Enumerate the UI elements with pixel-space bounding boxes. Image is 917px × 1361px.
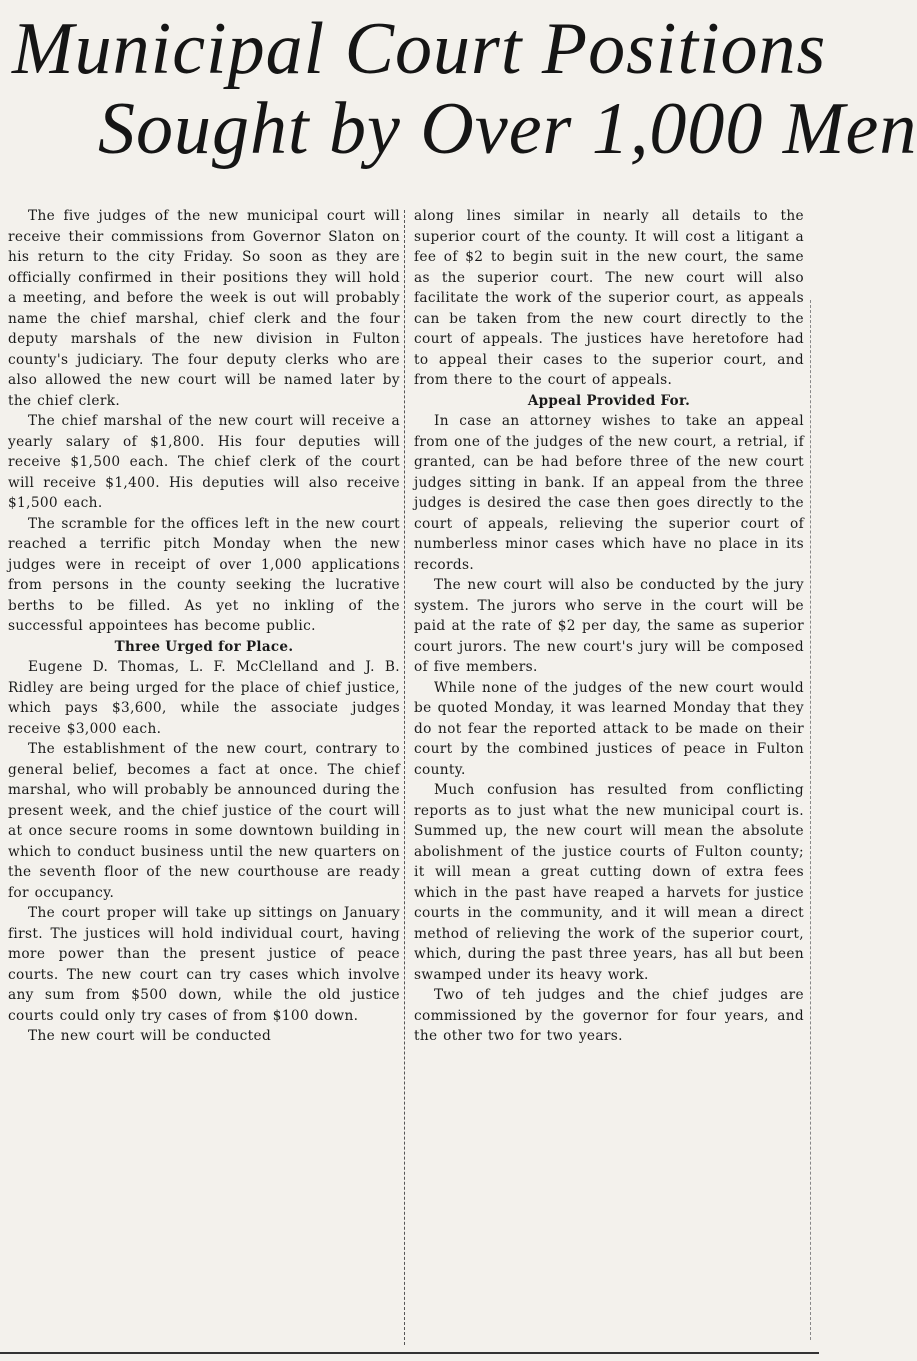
paragraph: The new court will also be conducted by the jury system. The jurors who serve in the court will be paid at the rate of $2 per day, the same as superior court jurors. The new court's jury will be composed of five members.: [414, 577, 804, 675]
column-divider-right: [810, 300, 812, 1340]
column-divider: [404, 210, 406, 1345]
article-column-left: [8, 206, 400, 1346]
headline-line-2: Sought by Over 1,000 Men: [98, 88, 917, 170]
article-column-right: [414, 206, 804, 1346]
paragraph: The new court will be conducted: [28, 1028, 272, 1044]
paragraph: The five judges of the new municipal court will receive their commissions from Governor Slaton on his return to the city Friday. So soon as they are officially confirmed in their positions they will hold a meeting, and before the week is out will probably name the chief marshal, chief clerk and the four deputy marshals of the new division in Fulton county's judiciary. The four deputy clerks who are also allowed the new court will be named later by the chief clerk.: [8, 208, 400, 409]
subheading: Appeal Provided For.: [527, 392, 691, 409]
paragraph: Much confusion has resulted from conflicting reports as to just what the new municipal court is. Summed up, the new court will mean the absolute abolishment of the justice courts of Fulton county; it will mean a great cutting down of extra fees which in the past have reaped a harvets for justice courts in the community, and it will mean a direct method of relieving the work of the superior court, which, during the past three years, has all but been swamped under its heavy work.: [414, 782, 804, 983]
paragraph: Two of teh judges and the chief judges are commissioned by the governor for four years, and the other two for two years.: [414, 987, 804, 1044]
paragraph: along lines similar in nearly all details to the superior court of the county. It will cost a litigant a fee of $2 to begin suit in the new court, the same as the superior court. The new court will also facilitate the work of the superior court, as appeals can be taken from the new court directly to the court of appeals. The justices have heretofore had to appeal their cases to the superior court, and from there to the court of appeals.: [414, 208, 804, 388]
paragraph: The court proper will take up sittings on January first. The justices will hold individual court, having more power than the present justice of peace courts. The new court can try cases which involve any sum from $500 down, while the old justice courts could only try cases of from $100 down.: [8, 905, 400, 1024]
headline-line-1: Municipal Court Positions: [12, 8, 827, 90]
subheading: Three Urged for Place.: [114, 638, 294, 655]
paragraph: In case an attorney wishes to take an appeal from one of the judges of the new court, a retrial, if granted, can be had before three of the new court judges sitting in bank. If an appeal from the three judges is desired the case then goes directly to the court of appeals, relieving the superior court of numberless minor cases which have no place in its records.: [414, 413, 804, 573]
paragraph: While none of the judges of the new court would be quoted Monday, it was learned Monday that they do not fear the reported attack to be made on their court by the combined justices of peace in Fulton county.: [414, 679, 804, 778]
bottom-rule: [0, 1352, 819, 1354]
paragraph: The establishment of the new court, contrary to general belief, becomes a fact at once. The chief marshal, who will probably be announced during the present week, and the chief justice of the court will at once secure rooms in some downtown building in which to conduct business until the new quarters on the seventh floor of the new courthouse are ready for occupancy.: [8, 741, 400, 901]
headline: [0, 0, 917, 195]
paragraph: Eugene D. Thomas, L. F. McClelland and J. B. Ridley are being urged for the place of chief justice, which pays $3,600, while the associate judges receive $3,000 each.: [8, 659, 400, 737]
paragraph: The scramble for the offices left in the new court reached a terrific pitch Monday when the new judges were in receipt of over 1,000 applications from persons in the county seeking the lucrative berths to be filled. As yet no inkling of the successful appointees has become public.: [8, 515, 400, 634]
paragraph: The chief marshal of the new court will receive a yearly salary of $1,800. His four deputies will receive $1,500 each. The chief clerk of the court will receive $1,400. His deputies will also receive $1,500 each.: [8, 413, 400, 511]
